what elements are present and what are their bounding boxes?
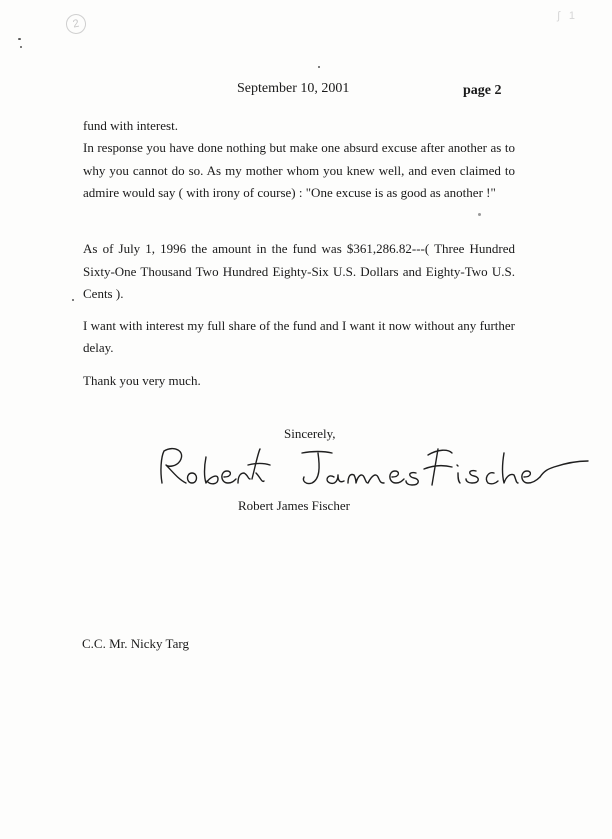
scan-speck — [318, 66, 320, 68]
paragraph-1: fund with interest. — [83, 118, 178, 133]
carbon-copy-line: C.C. Mr. Nicky Targ — [82, 636, 189, 651]
page-stamp-circle: 2 — [64, 12, 88, 36]
paragraph-2: In response you have done nothing but make one absurd excuse after another as to why you cannot do so. As my mother whom you knew well, and even claimed to admire would say ( with irony of course) : "One excuse is as good as another !" — [83, 140, 515, 200]
scan-speck — [18, 38, 21, 40]
scan-speck — [20, 46, 22, 48]
scan-speck — [478, 213, 481, 216]
signer-name: Robert James Fischer — [238, 498, 350, 513]
paragraph-5: Thank you very much. — [83, 373, 201, 388]
paragraph-4: I want with interest my full share of the fund and I want it now without any further delay. — [83, 318, 515, 355]
closing: Sincerely, — [284, 426, 336, 441]
corner-mark: ʃ 1 — [557, 10, 578, 22]
letter-date: September 10, 2001 — [237, 81, 350, 96]
page-label: page 2 — [463, 83, 502, 98]
paragraph-3: As of July 1, 1996 the amount in the fund was $361,286.82---( Three Hundred Sixty-One Thousand Two Hundred Eighty-Six U.S. Dollars and Eighty-Two U.S. Cents ). — [83, 241, 515, 301]
scan-speck — [72, 299, 74, 301]
handwritten-signature — [152, 443, 592, 489]
